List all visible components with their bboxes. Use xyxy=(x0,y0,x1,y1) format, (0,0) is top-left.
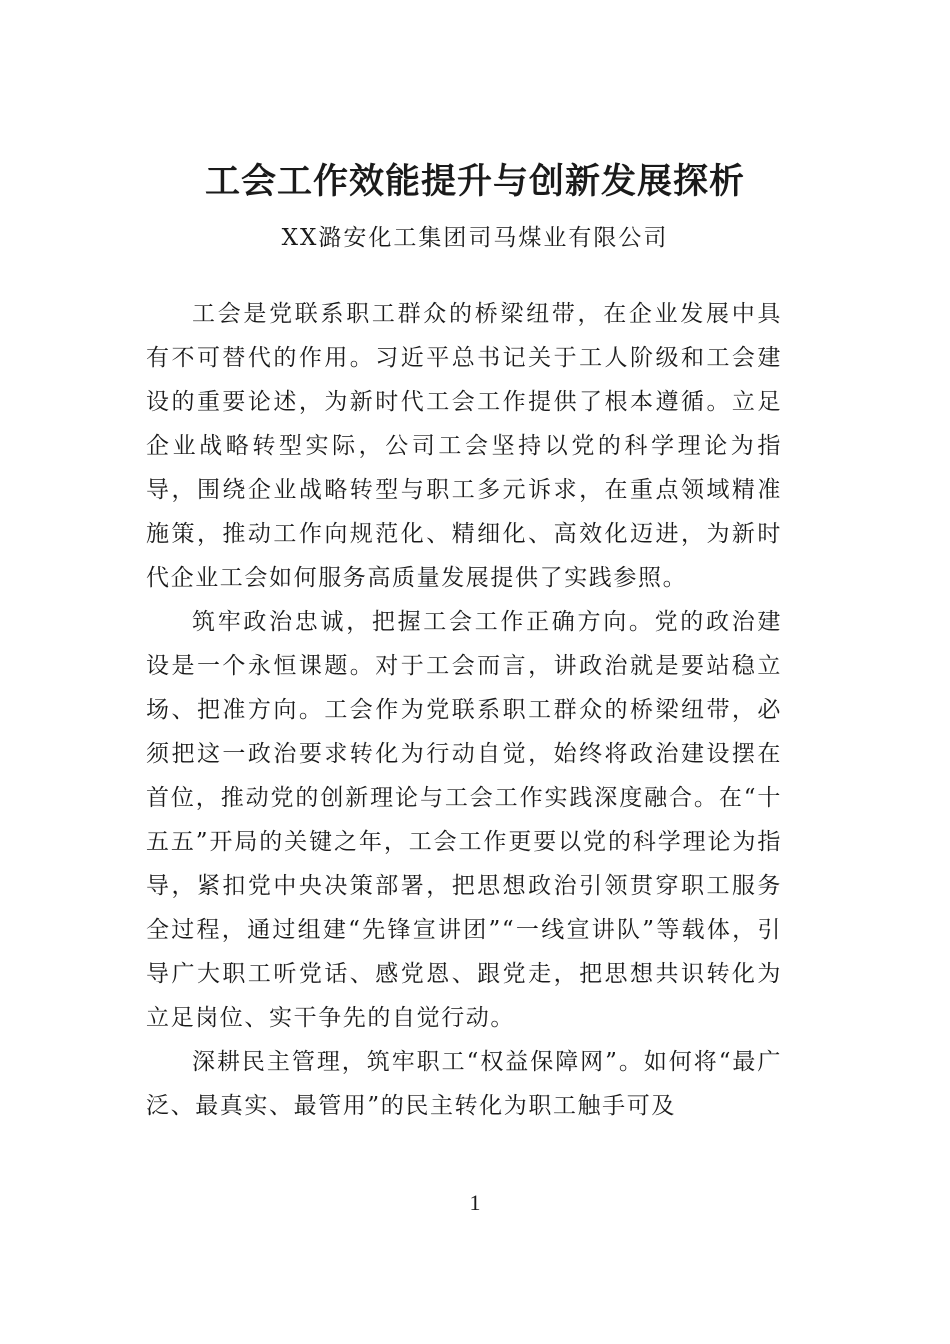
paragraph: 深耕民主管理，筑牢职工“权益保障网”。如何将“最广泛、最真实、最管用”的民主转化为职工触手可及 xyxy=(146,1049,782,1119)
paragraph: 筑牢政治忠诚，把握工会工作正确方向。党的政治建设是一个永恒课题。对于工会而言，讲政治就是要站稳立场、把准方向。工会作为党联系职工群众的桥梁纽带，必须把这一政治要求转化为行动自觉，始终将政治建设摆在首位，推动党的创新理论与工会工作实践深度融合。在“十五五”开局的关键之年，工会工作更要以党的科学理论为指导，紧扣党中央决策部署，把思想政治引领贯穿职工服务全过程，通过组建“先锋宣讲团”“一线宣讲队”等载体，引导广大职工听党话、感党恩、跟党走，把思想共识转化为立足岗位、实干争先的自觉行动。 xyxy=(146,609,782,1031)
document-subtitle: XX潞安化工集团司马煤业有限公司 xyxy=(281,225,669,251)
page-number: 1 xyxy=(469,1190,481,1215)
document-body xyxy=(146,292,782,1128)
paragraph: 工会是党联系职工群众的桥梁纽带，在企业发展中具有不可替代的作用。习近平总书记关于工人阶级和工会建设的重要论述，为新时代工会工作提供了根本遵循。立足企业战略转型实际，公司工会坚持以党的科学理论为指导，围绕企业战略转型与职工多元诉求，在重点领域精准施策，推动工作向规范化、精细化、高效化迈进，为新时代企业工会如何服务高质量发展提供了实践参照。 xyxy=(146,301,782,591)
document-title: 工会工作效能提升与创新发展探析 xyxy=(204,161,745,202)
